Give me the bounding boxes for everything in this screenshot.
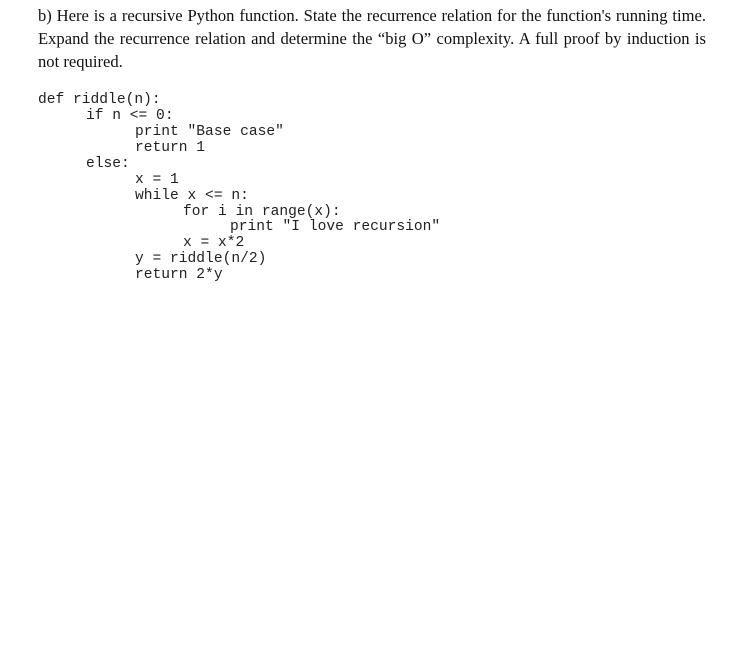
code-line-while: while x <= n: <box>135 188 249 204</box>
code-line-print-base: print "Base case" <box>135 124 284 140</box>
code-line-def: def riddle(n): <box>38 92 161 108</box>
code-line-x-double: x = x*2 <box>183 235 245 251</box>
code-line-recursive-call: y = riddle(n/2) <box>135 251 267 267</box>
code-line-x-init: x = 1 <box>135 172 179 188</box>
code-line-if: if n <= 0: <box>86 108 174 124</box>
code-line-else: else: <box>86 156 130 172</box>
code-line-for: for i in range(x): <box>183 204 341 220</box>
question-text: b) Here is a recursive Python function. State the recurrence relation for the function's running time. Expand the recurrence relation and determine the “big O” complexity. A full proof by induction is not required. <box>38 6 706 71</box>
code-line-print-love: print "I love recursion" <box>230 219 441 235</box>
code-line-return-1: return 1 <box>135 140 206 156</box>
code-line-return-2y: return 2*y <box>135 267 223 283</box>
